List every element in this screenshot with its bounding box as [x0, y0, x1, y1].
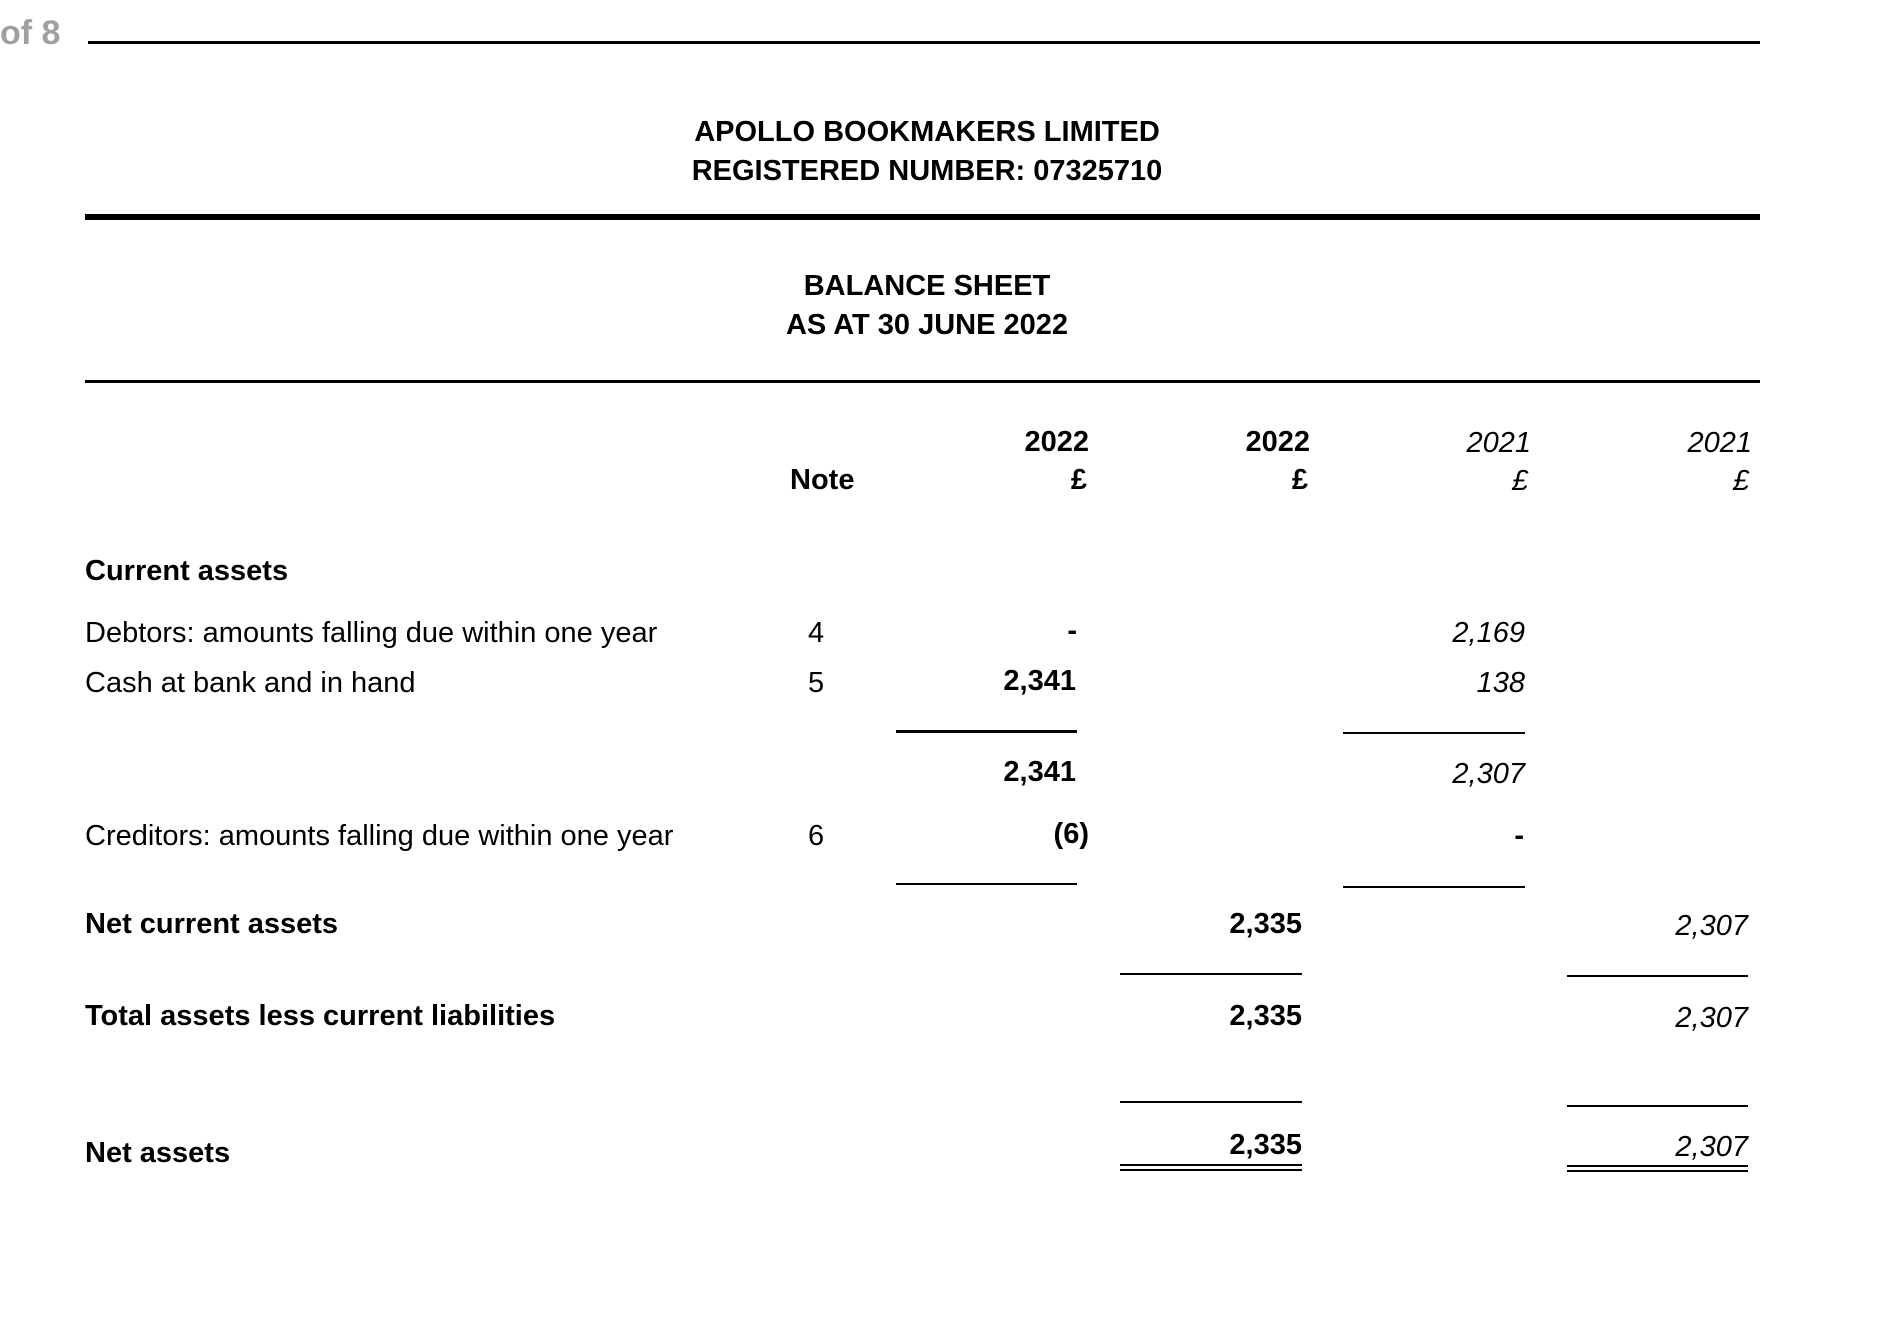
creditors-label: Creditors: amounts falling due within one year [85, 820, 674, 852]
col2-currency: £ [1291, 464, 1308, 496]
debtors-label: Debtors: amounts falling due within one year [85, 617, 658, 649]
net-assets-2021: 2,307 [1675, 1131, 1748, 1163]
registered-number: REGISTERED NUMBER: 07325710 [691, 155, 1163, 187]
na-double-line-2022-top [1120, 1164, 1302, 1166]
net-assets-2022: 2,335 [1229, 1129, 1302, 1161]
net-current-assets-2021: 2,307 [1675, 910, 1748, 942]
nca-line-2021 [1567, 975, 1748, 977]
na-double-line-2022-bottom [1120, 1169, 1302, 1171]
total-assets-label: Total assets less current liabilities [85, 1000, 556, 1032]
statement-title: BALANCE SHEET [803, 270, 1051, 302]
subtotal-2022: 2,341 [1003, 756, 1076, 788]
ta-line-2021 [1567, 1105, 1748, 1107]
subtotal-2021: 2,307 [1452, 758, 1525, 790]
creditors-line-2021 [1343, 886, 1525, 888]
nca-line-2022 [1120, 973, 1302, 975]
creditors-2021: - [1514, 820, 1524, 852]
debtors-2021: 2,169 [1452, 617, 1525, 649]
top-divider [88, 41, 1760, 44]
na-double-line-2021-top [1567, 1165, 1748, 1167]
page-indicator: of 8 [0, 14, 61, 52]
note-header: Note [790, 464, 855, 496]
thick-divider [85, 214, 1760, 220]
col4-year: 2021 [1687, 427, 1752, 459]
debtors-note: 4 [808, 617, 825, 649]
col3-year: 2021 [1466, 427, 1531, 459]
total-assets-2022: 2,335 [1229, 1000, 1302, 1032]
header-divider [85, 380, 1760, 383]
creditors-note: 6 [808, 820, 825, 852]
total-assets-2021: 2,307 [1675, 1002, 1748, 1034]
statement-date: AS AT 30 JUNE 2022 [785, 309, 1069, 341]
net-current-assets-2022: 2,335 [1229, 908, 1302, 940]
cash-note: 5 [808, 667, 825, 699]
cash-label: Cash at bank and in hand [85, 667, 416, 699]
col4-currency: £ [1732, 465, 1749, 497]
cash-2021: 138 [1476, 667, 1525, 699]
net-current-assets-label: Net current assets [85, 908, 339, 940]
col3-currency: £ [1511, 465, 1528, 497]
ta-line-2022 [1120, 1101, 1302, 1103]
na-double-line-2021-bottom [1567, 1170, 1748, 1172]
subtotal-line-2021 [1343, 732, 1525, 734]
creditors-line-2022 [896, 883, 1077, 885]
col1-year: 2022 [1024, 426, 1089, 458]
subtotal-line-2022 [896, 730, 1077, 733]
col1-currency: £ [1070, 464, 1087, 496]
net-assets-label: Net assets [85, 1137, 231, 1169]
col2-year: 2022 [1245, 426, 1310, 458]
debtors-2022: - [1067, 615, 1077, 647]
current-assets-heading: Current assets [85, 555, 289, 587]
creditors-2022: (6) [1053, 818, 1089, 850]
cash-2022: 2,341 [1003, 665, 1076, 697]
company-name: APOLLO BOOKMAKERS LIMITED [694, 116, 1160, 148]
